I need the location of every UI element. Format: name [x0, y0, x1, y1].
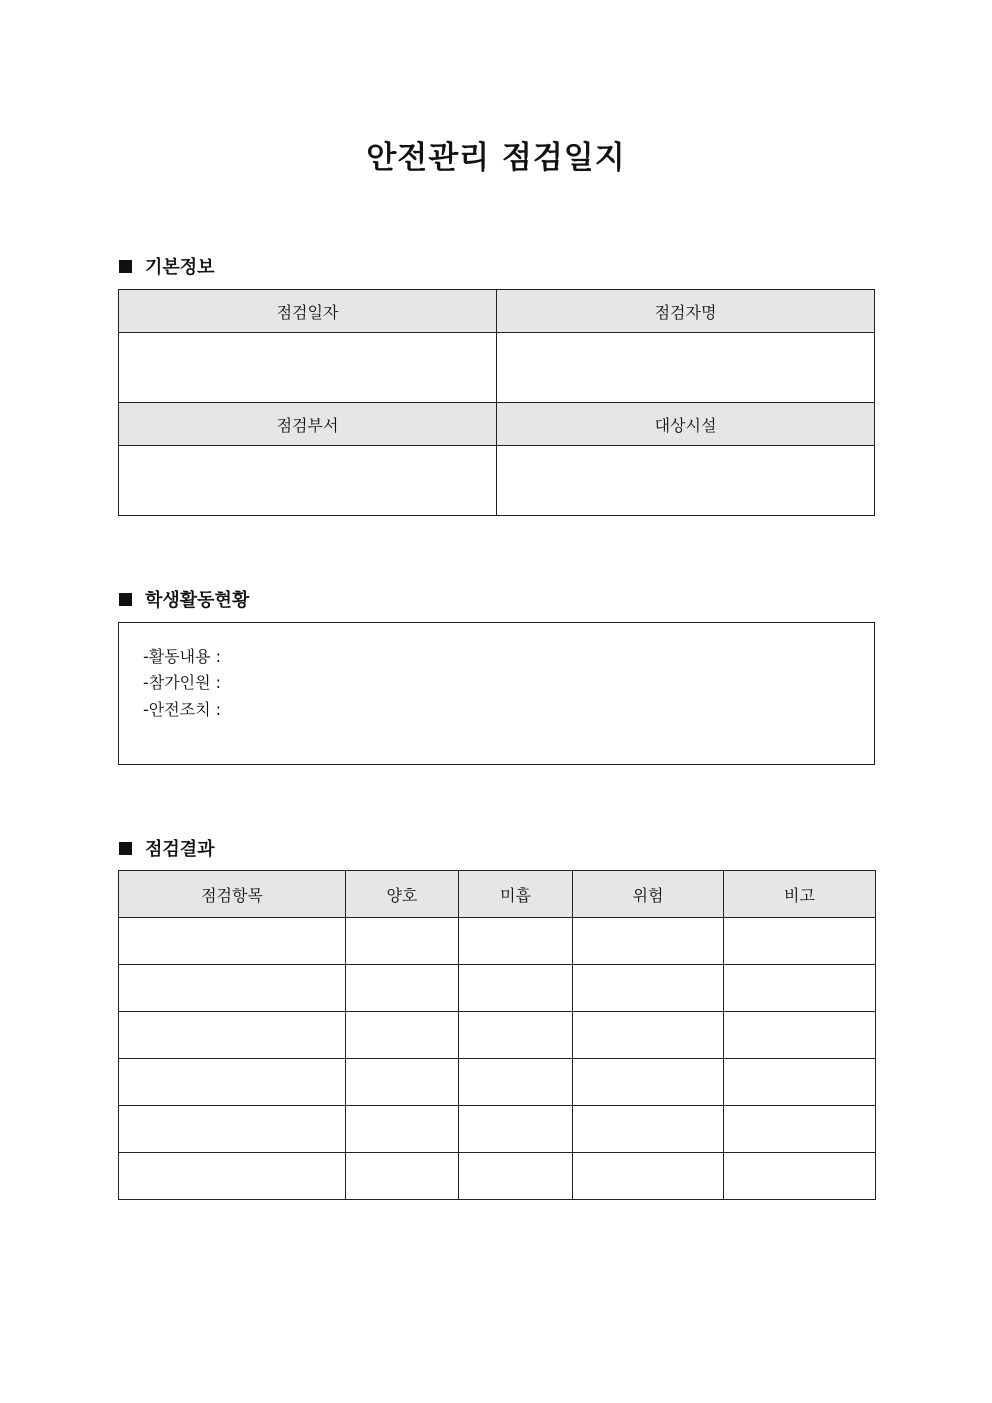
section-heading-label: 점검결과 — [145, 839, 215, 860]
remarks-cell[interactable] — [724, 918, 876, 965]
item-cell[interactable] — [119, 1059, 346, 1106]
column-header-good: 양호 — [346, 871, 459, 918]
square-bullet-icon — [119, 260, 132, 273]
remarks-cell[interactable] — [724, 1106, 876, 1153]
table-row — [119, 1106, 876, 1153]
item-cell[interactable] — [119, 965, 346, 1012]
good-cell[interactable] — [346, 1012, 459, 1059]
good-cell[interactable] — [346, 1153, 459, 1200]
section-heading-basic-info — [119, 253, 215, 279]
basic-info-table — [118, 289, 875, 516]
column-header-remarks: 비고 — [724, 871, 876, 918]
safety-measures-line: -안전조치 : — [143, 700, 222, 719]
table-row — [119, 1012, 876, 1059]
results-header-row — [119, 871, 876, 918]
column-header-insufficient: 미흡 — [459, 871, 573, 918]
activity-box[interactable] — [118, 622, 875, 765]
insufficient-cell[interactable] — [459, 1153, 573, 1200]
section-heading-label: 기본정보 — [145, 257, 215, 278]
table-row — [119, 1059, 876, 1106]
insufficient-cell[interactable] — [459, 1012, 573, 1059]
good-cell[interactable] — [346, 918, 459, 965]
label-inspector-name: 점검자명 — [497, 290, 875, 333]
good-cell[interactable] — [346, 1059, 459, 1106]
inspection-date-field[interactable] — [119, 333, 497, 403]
insufficient-cell[interactable] — [459, 1106, 573, 1153]
insufficient-cell[interactable] — [459, 1059, 573, 1106]
item-cell[interactable] — [119, 918, 346, 965]
danger-cell[interactable] — [573, 965, 724, 1012]
danger-cell[interactable] — [573, 1106, 724, 1153]
participants-line: -참가인원 : — [143, 673, 222, 692]
table-row — [119, 1153, 876, 1200]
good-cell[interactable] — [346, 965, 459, 1012]
label-inspection-department: 점검부서 — [119, 403, 497, 446]
insufficient-cell[interactable] — [459, 965, 573, 1012]
inspection-department-field[interactable] — [119, 446, 497, 516]
target-facility-field[interactable] — [497, 446, 875, 516]
insufficient-cell[interactable] — [459, 918, 573, 965]
remarks-cell[interactable] — [724, 1153, 876, 1200]
danger-cell[interactable] — [573, 1153, 724, 1200]
square-bullet-icon — [119, 593, 132, 606]
column-header-item: 점검항목 — [119, 871, 346, 918]
remarks-cell[interactable] — [724, 1012, 876, 1059]
label-target-facility: 대상시설 — [497, 403, 875, 446]
table-row — [119, 965, 876, 1012]
results-table — [118, 870, 876, 1200]
item-cell[interactable] — [119, 1153, 346, 1200]
danger-cell[interactable] — [573, 1059, 724, 1106]
danger-cell[interactable] — [573, 1012, 724, 1059]
label-inspection-date: 점검일자 — [119, 290, 497, 333]
remarks-cell[interactable] — [724, 1059, 876, 1106]
item-cell[interactable] — [119, 1106, 346, 1153]
good-cell[interactable] — [346, 1106, 459, 1153]
section-heading-results — [119, 835, 215, 861]
danger-cell[interactable] — [573, 918, 724, 965]
section-heading-label: 학생활동현황 — [145, 590, 250, 611]
square-bullet-icon — [119, 842, 132, 855]
inspector-name-field[interactable] — [497, 333, 875, 403]
page-title: 안전관리 점검일지 — [366, 140, 626, 176]
table-row — [119, 918, 876, 965]
item-cell[interactable] — [119, 1012, 346, 1059]
section-heading-activity — [119, 586, 249, 612]
activity-content-line: -활동내용 : — [143, 647, 222, 666]
remarks-cell[interactable] — [724, 965, 876, 1012]
column-header-danger: 위험 — [573, 871, 724, 918]
